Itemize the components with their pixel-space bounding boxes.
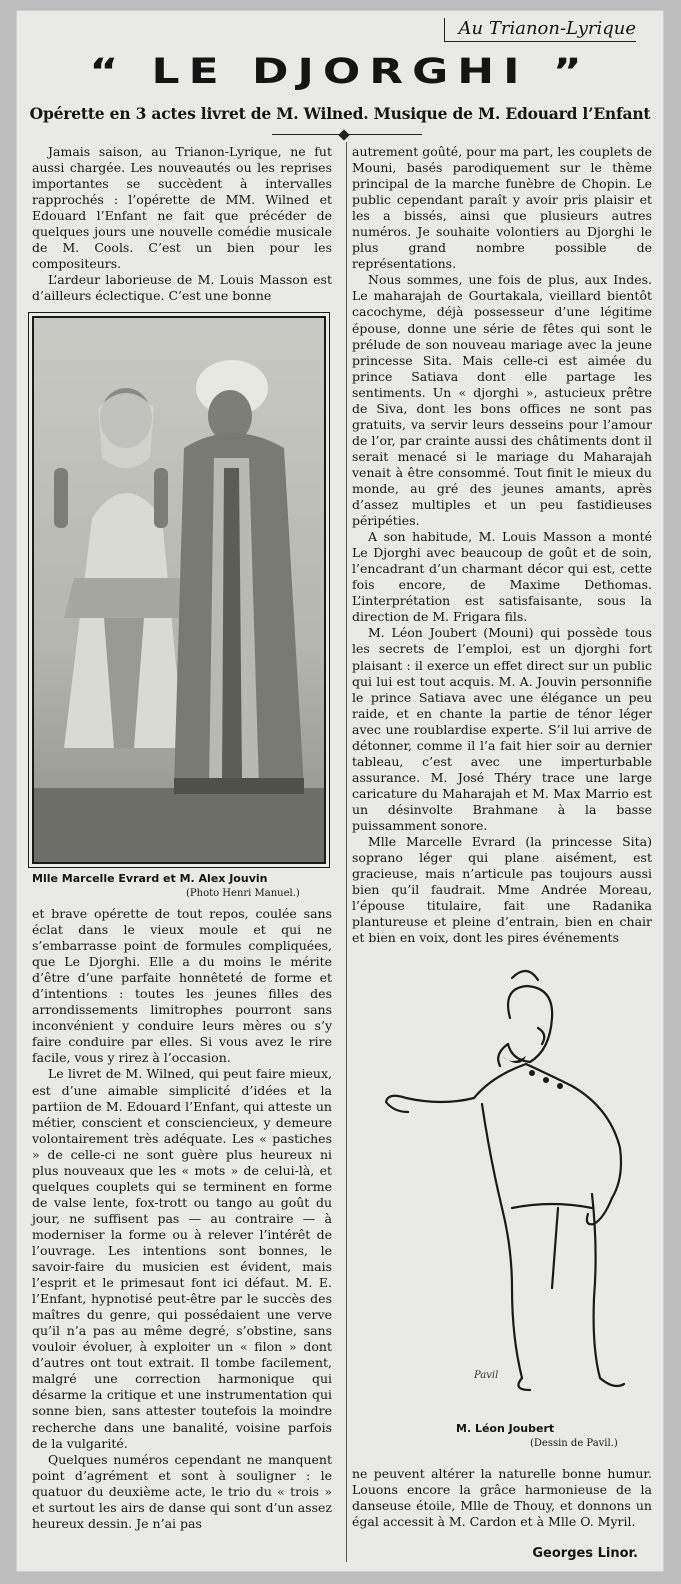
newspaper-page bbox=[16, 10, 664, 1572]
paragraph: et brave opérette de tout repos, coulée sans éclat dans le vieux moule et qui ne s’embarrasse point de formules compliquées, que Le Djorghi. Elle a du moins le mérite d’être d’une parfaite honnêteté de forme et d’intentions : toutes les jeunes filles des arrondissements limitrophes pourront sans inconvénient y conduire leurs mères ou s’y faire conduire par elles. Si vous avez le rire facile, vous y rirez à l’occasion. bbox=[32, 906, 332, 1066]
paragraph: Jamais saison, au Trianon-Lyrique, ne fut aussi chargée. Les nouveautés ou les reprises importantes se succèdent à intervalles rapprochés : l’opérette de MM. Wilned et Edouard l’Enfant ne fait que précéder de quelques jours une nouvelle comédie musicale de M. Cools. C’est un bien pour les compositeurs. bbox=[32, 144, 332, 272]
article-subtitle: Opérette en 3 actes livret de M. Wilned. Musique de M. Edouard l’Enfant bbox=[29, 104, 651, 123]
paragraph: Le livret de M. Wilned, qui peut faire mieux, est d’une aimable simplicité d’idées et la partiion de M. Edouard l’Enfant, qui atteste un métier, conscient et consciencieux, y demeure volontairement très adéquate. Les « pastiches » de celle-ci ne sont guère plus heureux ni plus nouveaux que les « mots » de celui-là, et quelques couplets qui se terminent en forme de valse lente, fox-trott ou tango au goût du jour, ne suffisent pas — au contraire — à moderniser la forme ou à relever l’intérêt de l’ouvrage. Les intentions sont bonnes, le savoir-faire du musicien est évident, mais l’esprit et le primesaut font ici défaut. M. E. l’Enfant, hypnotisé peut-être par le succès des maîtres du genre, qui possédaient une verve qu’il n’a pas au même degré, s’obstine, sans vouloir évoluer, à exploiter un « filon » dont d’autres ont tout extrait. Il tombe facilement, malgré une correction harmonique qui désarme la critique et une instrumentation qui sonne bien, sans attester toutefois la moindre recherche dans une banalité, voisine parfois de la vulgarité. bbox=[32, 1066, 332, 1451]
paragraph: Nous sommes, une fois de plus, aux Indes. Le maharajah de Gourtakala, vieillard bientôt cacochyme, déjà possesseur d’une légitime épouse, donne une série de fêtes qui sont le prélude de son nouveau mariage avec la jeune princesse Sita. Mais celle-ci est aimée du prince Satiava dont elle partage les sentiments. Un « djorghi », astucieux prêtre de Siva, dont les bons offices ne sont pas gratuits, va servir leurs desseins pour l’amour de l’or, par crainte aussi des châtiments dont il serait menacé si le mariage du Maharajah venait à être consommé. Tout finit le mieux du monde, au gré des jeunes amants, après d’assez multiples et un peu fastidieuses péripéties. bbox=[352, 272, 652, 529]
photo-caption: Mlle Marcelle Evrard et M. Alex Jouvin bbox=[32, 872, 268, 885]
paragraph: ne peuvent altérer la naturelle bonne humur. Louons encore la grâce harmonieuse de la danseuse étoile, Mlle de Thouy, et donnons un égal accessit à M. Cardon et à Mlle O. Myril. bbox=[352, 1466, 652, 1530]
paragraph: M. Léon Joubert (Mouni) qui possède tous les secrets de l’emploi, est un djorghi fort plaisant : il exerce un effet direct sur un public qui lui est tout acquis. M. A. Jouvin personnifie le prince Satiava avec une élégance un peu raide, et en chante la partie de ténor léger avec une roublardise experte. S’il lui arrive de détonner, comme il l’a fait hier soir au dernier tableau, c’est avec une imperturbable assurance. M. José Théry trace une large caricature du Maharajah et M. Max Marrio est un désinvolte Brahmane à la basse puissamment sonore. bbox=[352, 625, 652, 833]
caricature-drawing bbox=[362, 958, 652, 1408]
drawing-caption: M. Léon Joubert bbox=[456, 1422, 555, 1435]
cast-photo bbox=[32, 316, 326, 864]
paragraph: Quelques numéros cependant ne manquent point d’agrément et sont à souligner : le quatuor du deuxième acte, le trio du « trois » et surtout les airs de danse qui sont d’un assez heureux dessin. Je n’ai pas bbox=[32, 1451, 332, 1531]
column-2-bottom bbox=[352, 1466, 652, 1530]
cast-photo-drawing bbox=[34, 318, 324, 862]
paragraph: A son habitude, M. Louis Masson a monté Le Djorghi avec beaucoup de goût et de soin, l’encadrant d’un charmant décor qui est, cette fois encore, de Maxime Dethomas. L’interprétation est satisfaisante, sous la direction de M. Frigara fils. bbox=[352, 529, 652, 625]
column-1-top bbox=[32, 144, 332, 304]
paragraph: Mlle Marcelle Evrard (la princesse Sita) soprano léger qui plane aisément, est gracieuse, mais n’articule pas toujours aussi bien qu’il faudrait. Mme Andrée Moreau, l’épouse titulaire, fait une Radanika plantureuse et pleine d’entrain, bien en chair et bien en voix, dont les pires événements bbox=[352, 834, 652, 946]
paragraph: L’ardeur laborieuse de M. Louis Masson est d’ailleurs éclectique. C’est une bonne bbox=[32, 272, 332, 304]
column-1-bottom bbox=[32, 906, 332, 1532]
section-heading: Au Trianon-Lyrique bbox=[444, 18, 636, 42]
column-2-top bbox=[352, 144, 652, 946]
author-signature: Georges Linor. bbox=[532, 1546, 638, 1561]
photo-credit: (Photo Henri Manuel.) bbox=[186, 888, 300, 899]
column-divider bbox=[346, 142, 347, 1562]
article-title: “ LE DJORGHI ” bbox=[89, 51, 591, 92]
ornamental-rule bbox=[272, 131, 422, 139]
artist-signature: Pavil bbox=[474, 1370, 499, 1381]
paragraph: autrement goûté, pour ma part, les couplets de Mouni, basés parodiquement sur le thème principal de la marche funèbre de Chopin. Le public cependant paraît y avoir pris plaisir et les a bissés, ainsi que plusieurs autres numéros. Je souhaite volontiers au Djorghi le plus grand nombre possible de représentations. bbox=[352, 144, 652, 272]
drawing-credit: (Dessin de Pavil.) bbox=[530, 1438, 618, 1449]
